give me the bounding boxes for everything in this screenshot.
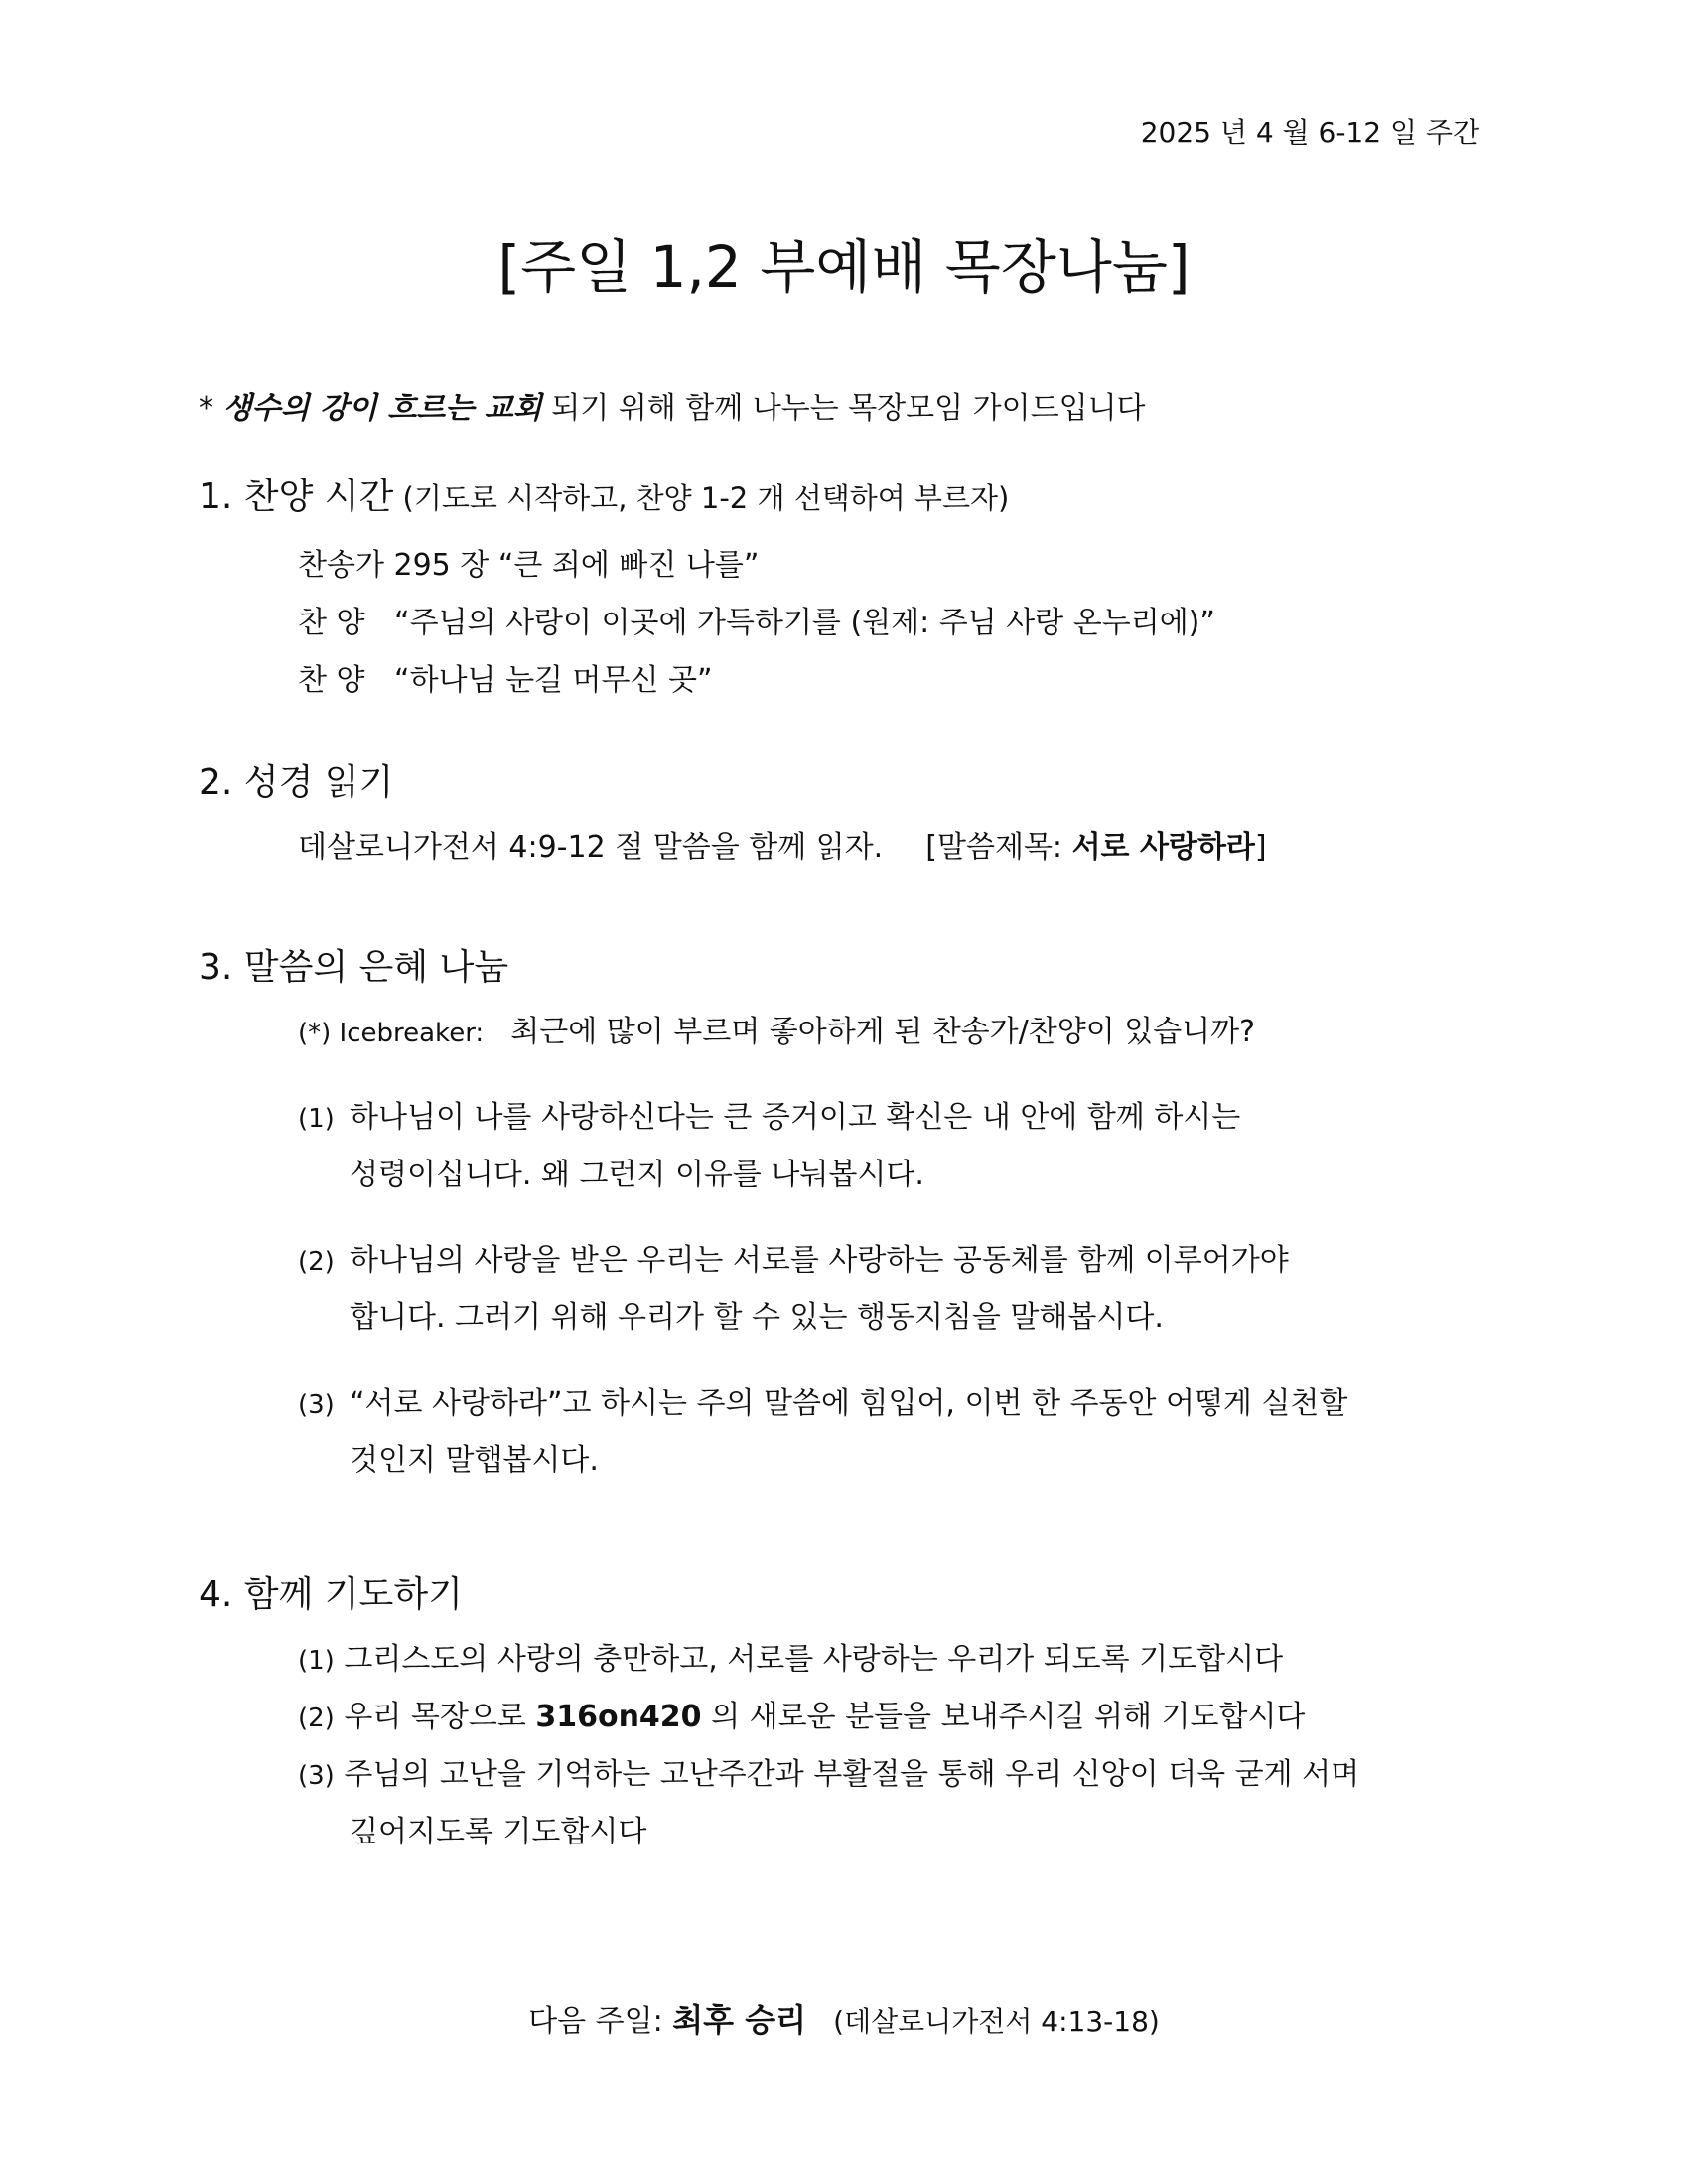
song-title: “하나님 눈길 머무신 곳” (394, 663, 713, 698)
question-line-2: 성령이십니다. 왜 그런지 이유를 나눠봅시다. (350, 1158, 924, 1192)
prayer-number: (3) (298, 1761, 335, 1791)
icebreaker-line (298, 1007, 1255, 1050)
question-item (298, 1378, 1347, 1422)
sermon-suffix: ] (1254, 830, 1267, 865)
prayer-item (298, 1634, 1283, 1678)
section-1-heading (199, 469, 1009, 519)
song-label: 찬송가 295 장 (298, 548, 490, 583)
prayer-text-bold: 316on420 (535, 1700, 702, 1734)
intro-emphasis: 생수의 강이 흐르는 교회 (222, 391, 542, 426)
question-line-1: “서로 사랑하라”고 하시는 주의 말씀에 힘입어, 이번 한 주동안 어떻게 실천할 (350, 1386, 1348, 1421)
section-3-title: 3. 말씀의 은혜 나눔 (199, 947, 509, 988)
section-1-subtitle: (기도로 시작하고, 찬양 1-2 개 선택하여 부르자) (393, 481, 1010, 515)
prayer-number: (2) (298, 1704, 335, 1733)
song-title: “주님의 사랑이 이곳에 가득하기를 (원제: 주님 사랑 온누리에)” (394, 606, 1215, 640)
question-number: (3) (298, 1390, 335, 1420)
icebreaker-label: (*) Icebreaker: (298, 1019, 485, 1048)
bible-reading: 데살로니가전서 4:9-12 절 말씀을 함께 읽자. (298, 830, 884, 865)
next-sunday-title: 최후 승리 (672, 2001, 807, 2039)
prayer-text-line-1: 주님의 고난을 기억하는 고난주간과 부활절을 통해 우리 신앙이 더욱 굳게 서며 (344, 1757, 1360, 1792)
prayer-text-post: 의 새로운 분들을 보내주시길 위해 기도합시다 (701, 1700, 1306, 1734)
sermon-prefix: [말씀제목: (925, 830, 1072, 865)
intro-prefix: * (199, 391, 223, 426)
prayer-item (298, 1692, 1305, 1735)
prayer-text-line-2: 깊어지도록 기도합시다 (350, 1815, 647, 1849)
question-item (298, 1235, 1289, 1279)
song-title: “큰 죄에 빠진 나를” (497, 548, 760, 583)
prayer-number: (1) (298, 1646, 335, 1676)
section-4-title: 4. 함께 기도하기 (199, 1574, 463, 1615)
prayer-item (298, 1749, 1359, 1793)
bible-reading-line (298, 822, 1267, 866)
next-sunday-prefix: 다음 주일: (528, 2004, 673, 2039)
prayer-text: 그리스도의 사랑의 충만하고, 서로를 사랑하는 우리가 되도록 기도합시다 (344, 1642, 1284, 1677)
song-label: 찬 양 (298, 606, 365, 640)
next-sunday-ref: (데살로니가전서 4:13-18) (833, 2005, 1160, 2038)
sermon-title: 서로 사랑하라 (1071, 830, 1255, 865)
page-title: [주일 1,2 부예배 목장나눔] (497, 233, 1191, 301)
question-line-2: 합니다. 그러기 위해 우리가 할 수 있는 행동지침을 말해봅시다. (350, 1300, 1164, 1335)
question-line-2: 것인지 말햅봅시다. (350, 1443, 599, 1478)
intro-line (199, 383, 1146, 427)
song-item (298, 598, 1215, 641)
section-1-title: 1. 찬양 시간 (199, 477, 394, 517)
section-2-title: 2. 성경 읽기 (199, 762, 394, 803)
song-label: 찬 양 (298, 663, 365, 698)
intro-rest: 되기 위해 함께 나누는 목장모임 가이드입니다 (541, 391, 1146, 426)
icebreaker-text: 최근에 많이 부르며 좋아하게 된 찬송가/찬양이 있습니까? (510, 1015, 1256, 1049)
question-item (298, 1092, 1240, 1136)
question-line-1: 하나님이 나를 사랑하신다는 큰 증거이고 확신은 내 안에 함께 하시는 (350, 1100, 1241, 1135)
question-line-1: 하나님의 사랑을 받은 우리는 서로를 사랑하는 공동체를 함께 이루어가야 (350, 1243, 1289, 1278)
date-range: 2025 년 4 월 6-12 일 주간 (1140, 116, 1479, 149)
question-number: (2) (298, 1247, 335, 1277)
question-number: (1) (298, 1104, 335, 1134)
song-item (298, 540, 759, 584)
next-sunday-line (0, 1995, 1688, 2041)
song-item (298, 655, 713, 699)
prayer-text-pre: 우리 목장으로 (344, 1700, 536, 1734)
